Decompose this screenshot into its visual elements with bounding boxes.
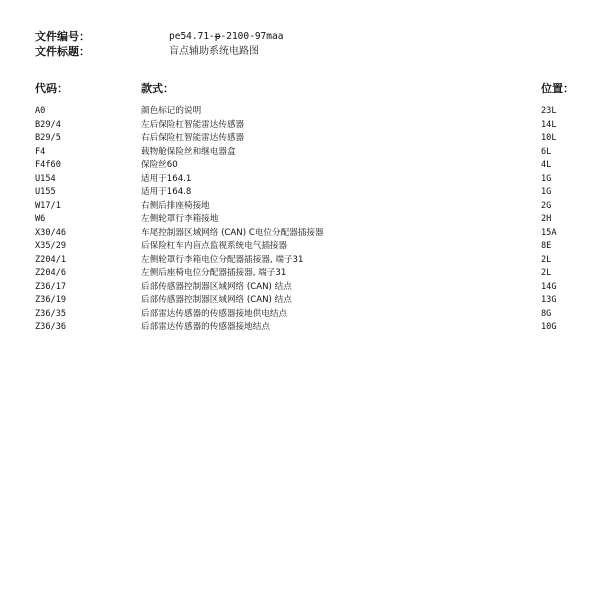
row-description: 保险丝60 [141, 160, 178, 170]
table-row [0, 173, 604, 187]
table-row [0, 213, 604, 227]
row-description: 适用于164.1 [141, 173, 192, 184]
table-row [0, 267, 604, 281]
row-position: 23L [541, 106, 557, 116]
file-title-label: 文件标题： [35, 45, 90, 58]
row-position: 14L [541, 119, 557, 130]
row-position: 14G [541, 281, 557, 292]
row-position: 13G [541, 295, 557, 305]
row-code: Z36/17 [35, 281, 67, 292]
row-description: 后部传感器控制器区域网络 (CAN) 结点 [141, 281, 292, 292]
row-position: 15A [541, 227, 557, 238]
row-code: U155 [35, 187, 56, 197]
file-title-value: 盲点辅助系统电路图 [169, 46, 259, 57]
header-code: 代码： [35, 82, 68, 95]
row-code: Z36/19 [35, 295, 67, 305]
row-description: 后部传感器控制器区域网络 (CAN) 结点 [141, 295, 292, 305]
header-model: 款式： [141, 82, 174, 95]
file-number-suffix: -2100-97maa [220, 31, 284, 42]
row-description: 适用于164.8 [141, 187, 192, 197]
row-code: Z204/6 [35, 268, 67, 278]
row-code: X30/46 [35, 227, 67, 238]
row-description: 左侧后座椅电位分配器插接器, 端子31 [141, 268, 287, 278]
file-number-label: 文件编号： [35, 30, 90, 43]
table-row [0, 227, 604, 241]
row-description: 左侧轮罩行李箱电位分配器插接器, 端子31 [141, 254, 304, 265]
row-position: 2L [541, 254, 552, 265]
table-row [0, 200, 604, 214]
row-position: 8E [541, 241, 552, 251]
row-code: B29/4 [35, 119, 61, 130]
row-code: Z36/36 [35, 322, 67, 332]
row-code: W6 [35, 214, 46, 224]
row-code: A0 [35, 106, 46, 116]
row-code: Z36/35 [35, 308, 67, 319]
table-row [0, 294, 604, 308]
row-description: 后部雷达传感器的传感器接地供电结点 [141, 308, 288, 319]
table-row [0, 321, 604, 335]
file-number-struck: p [214, 31, 221, 42]
table-row [0, 186, 604, 200]
row-position: 2H [541, 214, 552, 224]
file-number-value [169, 30, 283, 44]
row-position: 4L [541, 160, 552, 170]
table-row [0, 119, 604, 133]
table-row [0, 105, 604, 119]
table-row [0, 240, 604, 254]
row-position: 1G [541, 173, 552, 184]
row-position: 10G [541, 322, 557, 332]
row-description: 后保险杠车内盲点监视系统电气插接器 [141, 241, 288, 251]
row-description: 左后保险杠智能雷达传感器 [141, 119, 245, 130]
row-description: 颜色标记的说明 [141, 106, 202, 116]
table-row [0, 146, 604, 160]
row-code: W17/1 [35, 200, 61, 211]
row-code: X35/29 [35, 241, 67, 251]
row-description: 右后保险杠智能雷达传感器 [141, 133, 245, 143]
row-description: 左侧轮罩行李箱接地 [141, 214, 219, 224]
row-code: F4f60 [35, 160, 61, 170]
header-position: 位置： [541, 82, 574, 95]
row-position: 2L [541, 268, 552, 278]
row-code: U154 [35, 173, 56, 184]
row-code: B29/5 [35, 133, 61, 143]
row-position: 8G [541, 308, 552, 319]
row-description: 后部雷达传感器的传感器接地结点 [141, 322, 270, 332]
row-position: 1G [541, 187, 552, 197]
row-code: F4 [35, 146, 46, 157]
row-position: 6L [541, 146, 552, 157]
row-code: Z204/1 [35, 254, 67, 265]
row-position: 2G [541, 200, 552, 211]
table-row [0, 281, 604, 295]
table-row [0, 308, 604, 322]
table-row [0, 132, 604, 146]
row-description: 右侧后排座椅接地 [141, 200, 210, 211]
table-body [0, 105, 604, 335]
row-description: 载物舱保险丝和继电器盒 [141, 146, 236, 157]
table-row [0, 254, 604, 268]
row-description: 车尾控制器区域网络 (CAN) C电位分配器插接器 [141, 227, 324, 238]
row-position: 10L [541, 133, 557, 143]
table-header [0, 80, 604, 96]
table-row [0, 159, 604, 173]
file-number-prefix: pe54.71- [169, 31, 215, 42]
